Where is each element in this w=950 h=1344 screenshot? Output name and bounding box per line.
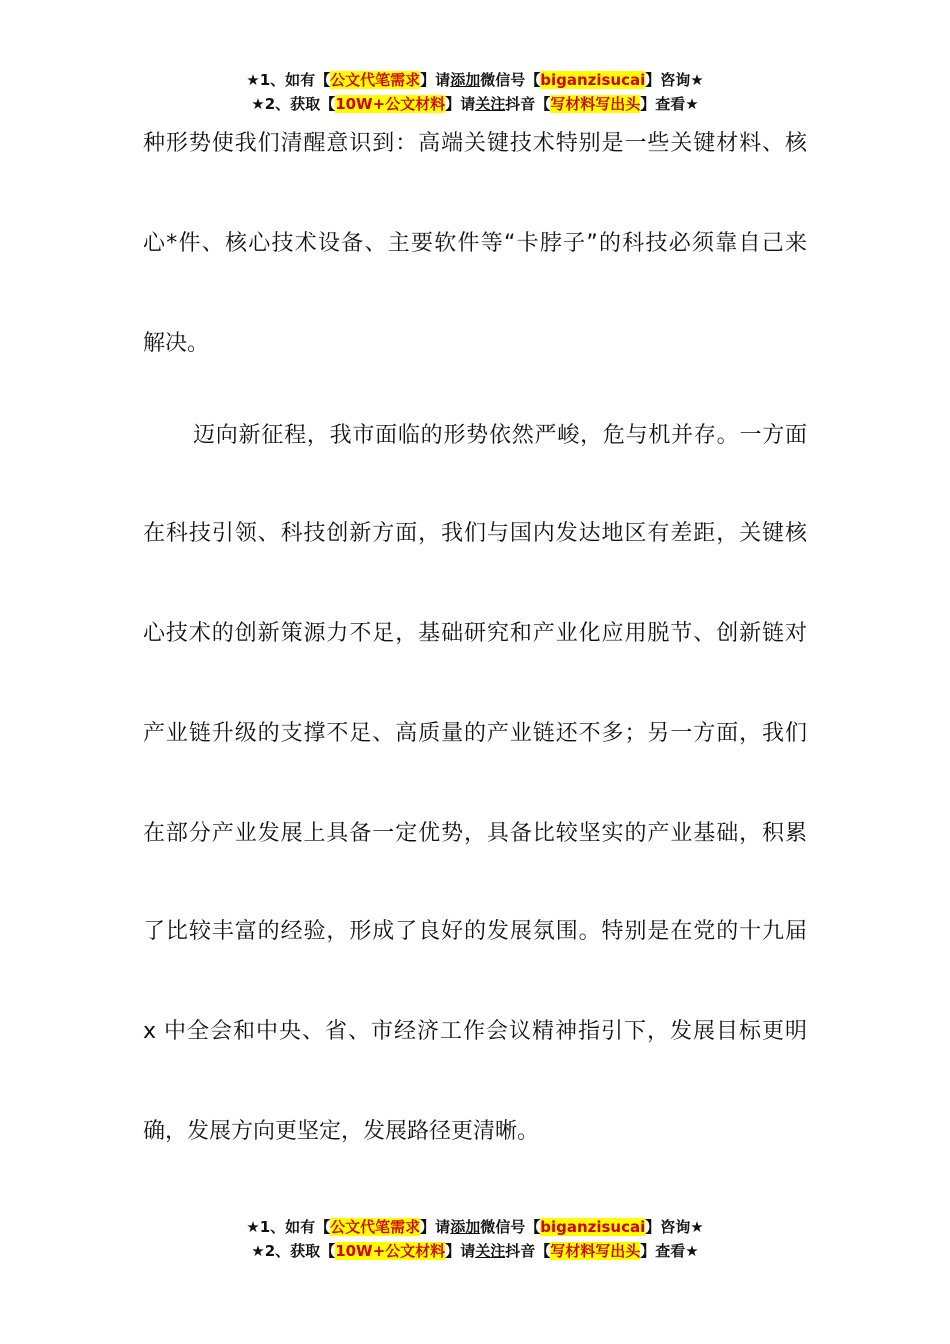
banner-text: ★2、获取【 <box>251 1242 336 1260</box>
banner-text: 】请 <box>420 1218 451 1236</box>
body-line: 心*件、核心技术设备、主要软件等“卡脖子”的科技必须靠自己来 <box>143 231 807 256</box>
banner-text: 】请 <box>420 71 451 89</box>
banner-underline: 添加 <box>450 71 481 89</box>
banner-line-1 <box>0 68 950 92</box>
banner-highlight: 10W+公文材料 <box>335 1242 446 1260</box>
body-line: 种形势使我们清醒意识到：高端关键技术特别是一些关键材料、核 <box>143 131 807 156</box>
banner-underline: 关注 <box>475 95 506 113</box>
banner-highlight: biganzisucai <box>540 71 646 89</box>
banner-text: 】请 <box>445 1242 476 1260</box>
banner-text: 微信号【 <box>480 71 541 89</box>
banner-line-1 <box>0 1215 950 1239</box>
banner-text: 】查看★ <box>640 1242 699 1260</box>
banner-text: 微信号【 <box>480 1218 541 1236</box>
banner-text: 】咨询★ <box>645 1218 704 1236</box>
banner-line-2 <box>0 1239 950 1263</box>
body-line: 迈向新征程，我市面临的形势依然严峻，危与机并存。一方面 <box>193 423 807 448</box>
banner-underline: 关注 <box>475 1242 506 1260</box>
body-line: 在部分产业发展上具备一定优势，具备比较坚实的产业基础，积累 <box>143 821 807 846</box>
footer-banner <box>0 1215 950 1263</box>
banner-line-2 <box>0 92 950 116</box>
body-line: 确，发展方向更坚定，发展路径更清晰。 <box>143 1119 540 1144</box>
body-line: 心技术的创新策源力不足，基础研究和产业化应用脱节、创新链对 <box>143 621 807 646</box>
banner-text: 抖音【 <box>505 1242 551 1260</box>
header-banner <box>0 68 950 116</box>
body-line: 解决。 <box>143 331 210 356</box>
banner-highlight: 写材料写出头 <box>550 95 641 113</box>
banner-text: ★1、如有【 <box>246 71 331 89</box>
banner-text: 】咨询★ <box>645 71 704 89</box>
banner-text: 抖音【 <box>505 95 551 113</box>
body-line: x 中全会和中央、省、市经济工作会议精神指引下，发展目标更明 <box>143 1019 807 1044</box>
banner-highlight: 10W+公文材料 <box>335 95 446 113</box>
banner-highlight: 写材料写出头 <box>550 1242 641 1260</box>
banner-text: ★1、如有【 <box>246 1218 331 1236</box>
body-line: 产业链升级的支撑不足、高质量的产业链还不多；另一方面，我们 <box>143 721 807 746</box>
body-line: 在科技引领、科技创新方面，我们与国内发达地区有差距，关键核 <box>143 521 807 546</box>
banner-underline: 添加 <box>450 1218 481 1236</box>
body-line: 了比较丰富的经验，形成了良好的发展氛围。特别是在党的十九届 <box>143 919 807 944</box>
banner-text: ★2、获取【 <box>251 95 336 113</box>
banner-highlight: 公文代笔需求 <box>330 1218 421 1236</box>
banner-highlight: biganzisucai <box>540 1218 646 1236</box>
banner-highlight: 公文代笔需求 <box>330 71 421 89</box>
banner-text: 】请 <box>445 95 476 113</box>
banner-text: 】查看★ <box>640 95 699 113</box>
